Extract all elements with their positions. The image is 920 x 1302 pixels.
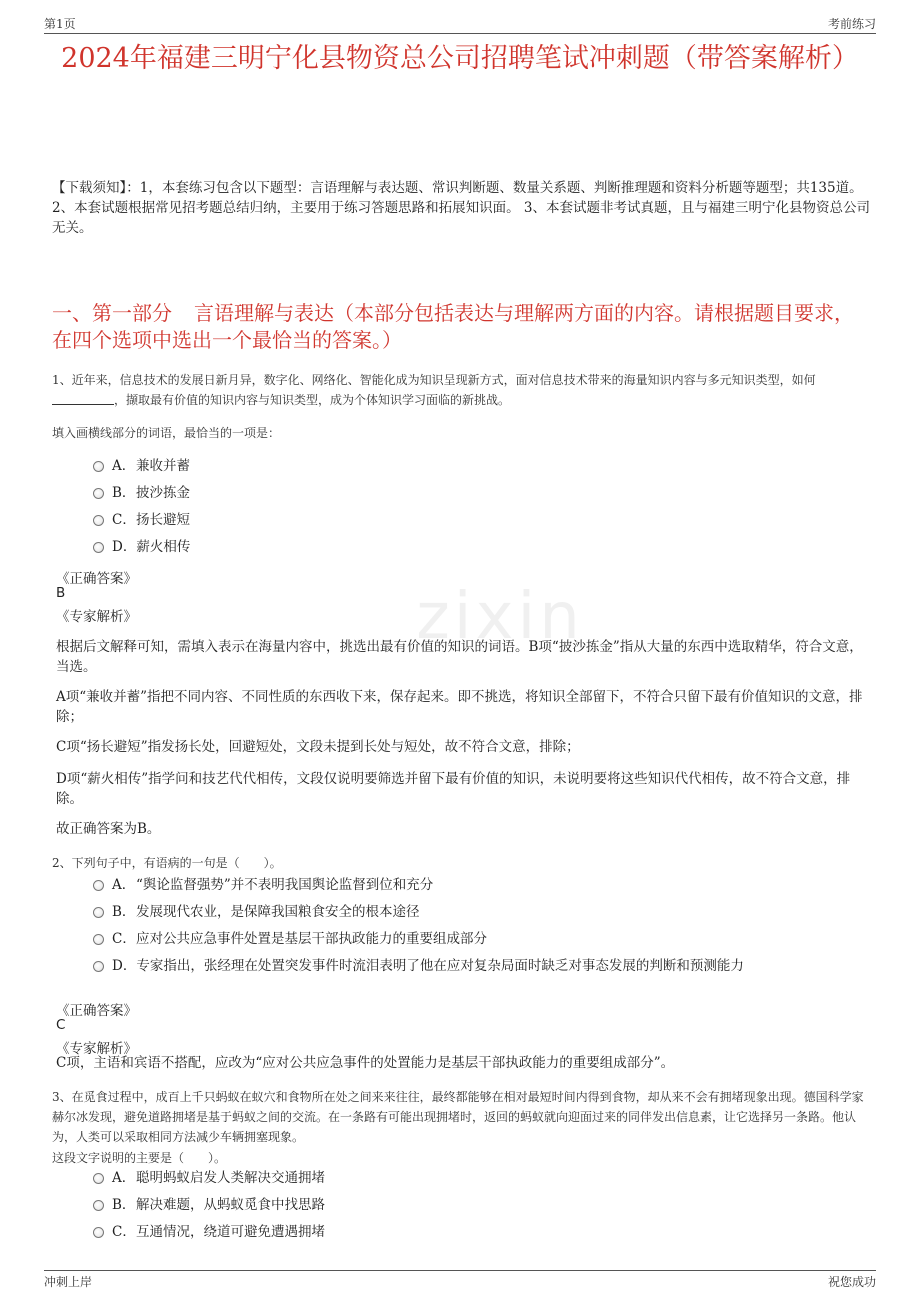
q1-analysis-5: 故正确答案为B。 xyxy=(56,821,161,837)
q2-answer-label: 《正确答案》 xyxy=(56,1003,137,1019)
q1-analysis-label: 《专家解析》 xyxy=(56,609,137,625)
q2-option-c[interactable] xyxy=(93,929,487,949)
q2-analysis-label: 《专家解析》 xyxy=(56,1041,137,1057)
radio-icon[interactable] xyxy=(93,1227,104,1238)
option-letter: C． xyxy=(112,931,136,947)
radio-icon[interactable] xyxy=(93,542,104,553)
option-letter: B． xyxy=(112,485,136,501)
option-letter: A． xyxy=(112,877,136,893)
radio-icon[interactable] xyxy=(93,907,104,918)
q1-analysis-2: A项“兼收并蓄”指把不同内容、不同性质的东西收下来，保存起来。即不挑选，将知识全部留下，不符合只留下最有价值知识的文意，排除； xyxy=(56,689,863,725)
q2-option-b[interactable] xyxy=(93,902,420,922)
option-letter: D． xyxy=(112,539,137,555)
section-text: 言语理解与表达（本部分包括表达与理解两方面的内容。请根据题目要求，在四个选项中选出一个最恰当的答案。） xyxy=(52,301,854,352)
option-text: 薪火相传 xyxy=(136,539,191,555)
option-letter: D． xyxy=(112,958,137,974)
q1-option-a[interactable] xyxy=(93,456,190,476)
question-1-stem xyxy=(52,370,872,410)
radio-icon[interactable] xyxy=(93,934,104,945)
watermark: zixin xyxy=(416,580,584,654)
radio-icon[interactable] xyxy=(93,1200,104,1211)
radio-icon[interactable] xyxy=(93,1173,104,1184)
question-3-stem: 3、在觅食过程中，成百上千只蚂蚁在蚁穴和食物所在处之间来来往往，最终都能够在相对最短时间内得到食物，却从来不会有拥堵现象出现。德国科学家赫尔冰发现，避免道路拥堵是基于蚂蚁之间的交流。在一条路有可能出现拥堵时，返回的蚂蚁就向迎面过来的同伴发出信息素，让它选择另一条路。他认为，人类可以采取相同方法减少车辆拥塞现象。 xyxy=(52,1090,864,1144)
option-text: 披沙拣金 xyxy=(136,485,190,501)
q1-stem-part2: ，撷取最有价值的知识内容与知识类型，成为个体知识学习面临的新挑战。 xyxy=(114,393,511,407)
option-letter: C． xyxy=(112,1224,136,1240)
radio-icon[interactable] xyxy=(93,488,104,499)
q2-option-d[interactable] xyxy=(93,956,744,976)
option-text: “舆论监督强势”并不表明我国舆论监督到位和充分 xyxy=(136,877,434,893)
q1-analysis-4: D项“薪火相传”指学问和技艺代代相传，文段仅说明要筛选并留下最有价值的知识，未说明要将这些知识代代相传，故不符合文意，排除。 xyxy=(56,771,851,807)
q1-analysis-3: C项“扬长避短”指发扬长处，回避短处，文段未提到长处与短处，故不符合文意，排除； xyxy=(56,739,580,755)
document-title: 2024年福建三明宁化县物资总公司招聘笔试冲刺题（带答案解析） xyxy=(61,43,859,74)
q2-answer: C xyxy=(56,1017,66,1033)
radio-icon[interactable] xyxy=(93,515,104,526)
radio-icon[interactable] xyxy=(93,461,104,472)
footer-divider xyxy=(44,1270,876,1271)
question-1-prompt: 填入画横线部分的词语，最恰当的一项是： xyxy=(52,426,281,440)
question-3-prompt: 这段文字说明的主要是（ ）。 xyxy=(52,1151,227,1165)
q1-stem-part1: 1、近年来，信息技术的发展日新月异，数字化、网络化、智能化成为知识呈现新方式，面对信息技术带来的海量知识内容与多元知识类型，如何 xyxy=(52,373,816,387)
q1-answer-label: 《正确答案》 xyxy=(56,571,137,587)
q1-option-c[interactable] xyxy=(93,510,190,530)
fill-blank xyxy=(52,393,114,405)
q1-option-b[interactable] xyxy=(93,483,190,503)
q1-answer: B xyxy=(56,585,66,601)
footer-left: 冲刺上岸 xyxy=(44,1275,93,1289)
page-header xyxy=(44,12,876,34)
option-text: 发展现代农业，是保障我国粮食安全的根本途径 xyxy=(136,904,420,920)
option-text: 互通情况，绕道可避免遭遇拥堵 xyxy=(136,1224,325,1240)
header-tag: 考前练习 xyxy=(827,17,876,31)
page-number: 第1页 xyxy=(44,17,76,31)
footer-right: 祝您成功 xyxy=(827,1275,876,1289)
option-text: 扬长避短 xyxy=(136,512,190,528)
option-text: 聪明蚂蚁启发人类解决交通拥堵 xyxy=(136,1170,325,1186)
q2-analysis: C项，主语和宾语不搭配，应改为“应对公共应急事件的处置能力是基层干部执政能力的重要组成部分”。 xyxy=(56,1055,675,1071)
radio-icon[interactable] xyxy=(93,961,104,972)
option-text: 专家指出，张经理在处置突发事件时流泪表明了他在应对复杂局面时缺乏对事态发展的判断和预测能力 xyxy=(136,958,744,974)
option-letter: C． xyxy=(112,512,136,528)
header-divider xyxy=(44,33,876,34)
question-2-stem: 2、下列句子中，有语病的一句是（ ）。 xyxy=(52,856,282,870)
option-letter: B． xyxy=(112,1197,136,1213)
option-letter: B． xyxy=(112,904,136,920)
section-number: 一、第一部分 xyxy=(52,301,172,325)
q2-option-a[interactable] xyxy=(93,875,433,895)
section-heading xyxy=(52,300,868,354)
q1-analysis-1: 根据后文解释可知，需填入表示在海量内容中，挑选出最有价值的知识的词语。B项“披沙拣金”指从大量的东西中选取精华，符合文意，当选。 xyxy=(56,639,863,675)
download-notice: 【下载须知】：1，本套练习包含以下题型：言语理解与表达题、常识判断题、数量关系题、判断推理题和资料分析题等题型；共135道。 2、本套试题根据常见招考题总结归纳，主要用于练习答题思路和拓展知识面。 3、本套试题非考试真题，且与福建三明宁化县物资总公司无关。 xyxy=(52,180,870,236)
option-text: 应对公共应急事件处置是基层干部执政能力的重要组成部分 xyxy=(136,931,487,947)
q3-option-b[interactable] xyxy=(93,1195,325,1215)
option-letter: A． xyxy=(112,458,136,474)
option-text: 兼收并蓄 xyxy=(136,458,190,474)
q3-option-c[interactable] xyxy=(93,1222,325,1242)
radio-icon[interactable] xyxy=(93,880,104,891)
q3-option-a[interactable] xyxy=(93,1168,325,1188)
option-letter: A． xyxy=(112,1170,136,1186)
q1-option-d[interactable] xyxy=(93,537,190,557)
option-text: 解决难题，从蚂蚁觅食中找思路 xyxy=(136,1197,325,1213)
